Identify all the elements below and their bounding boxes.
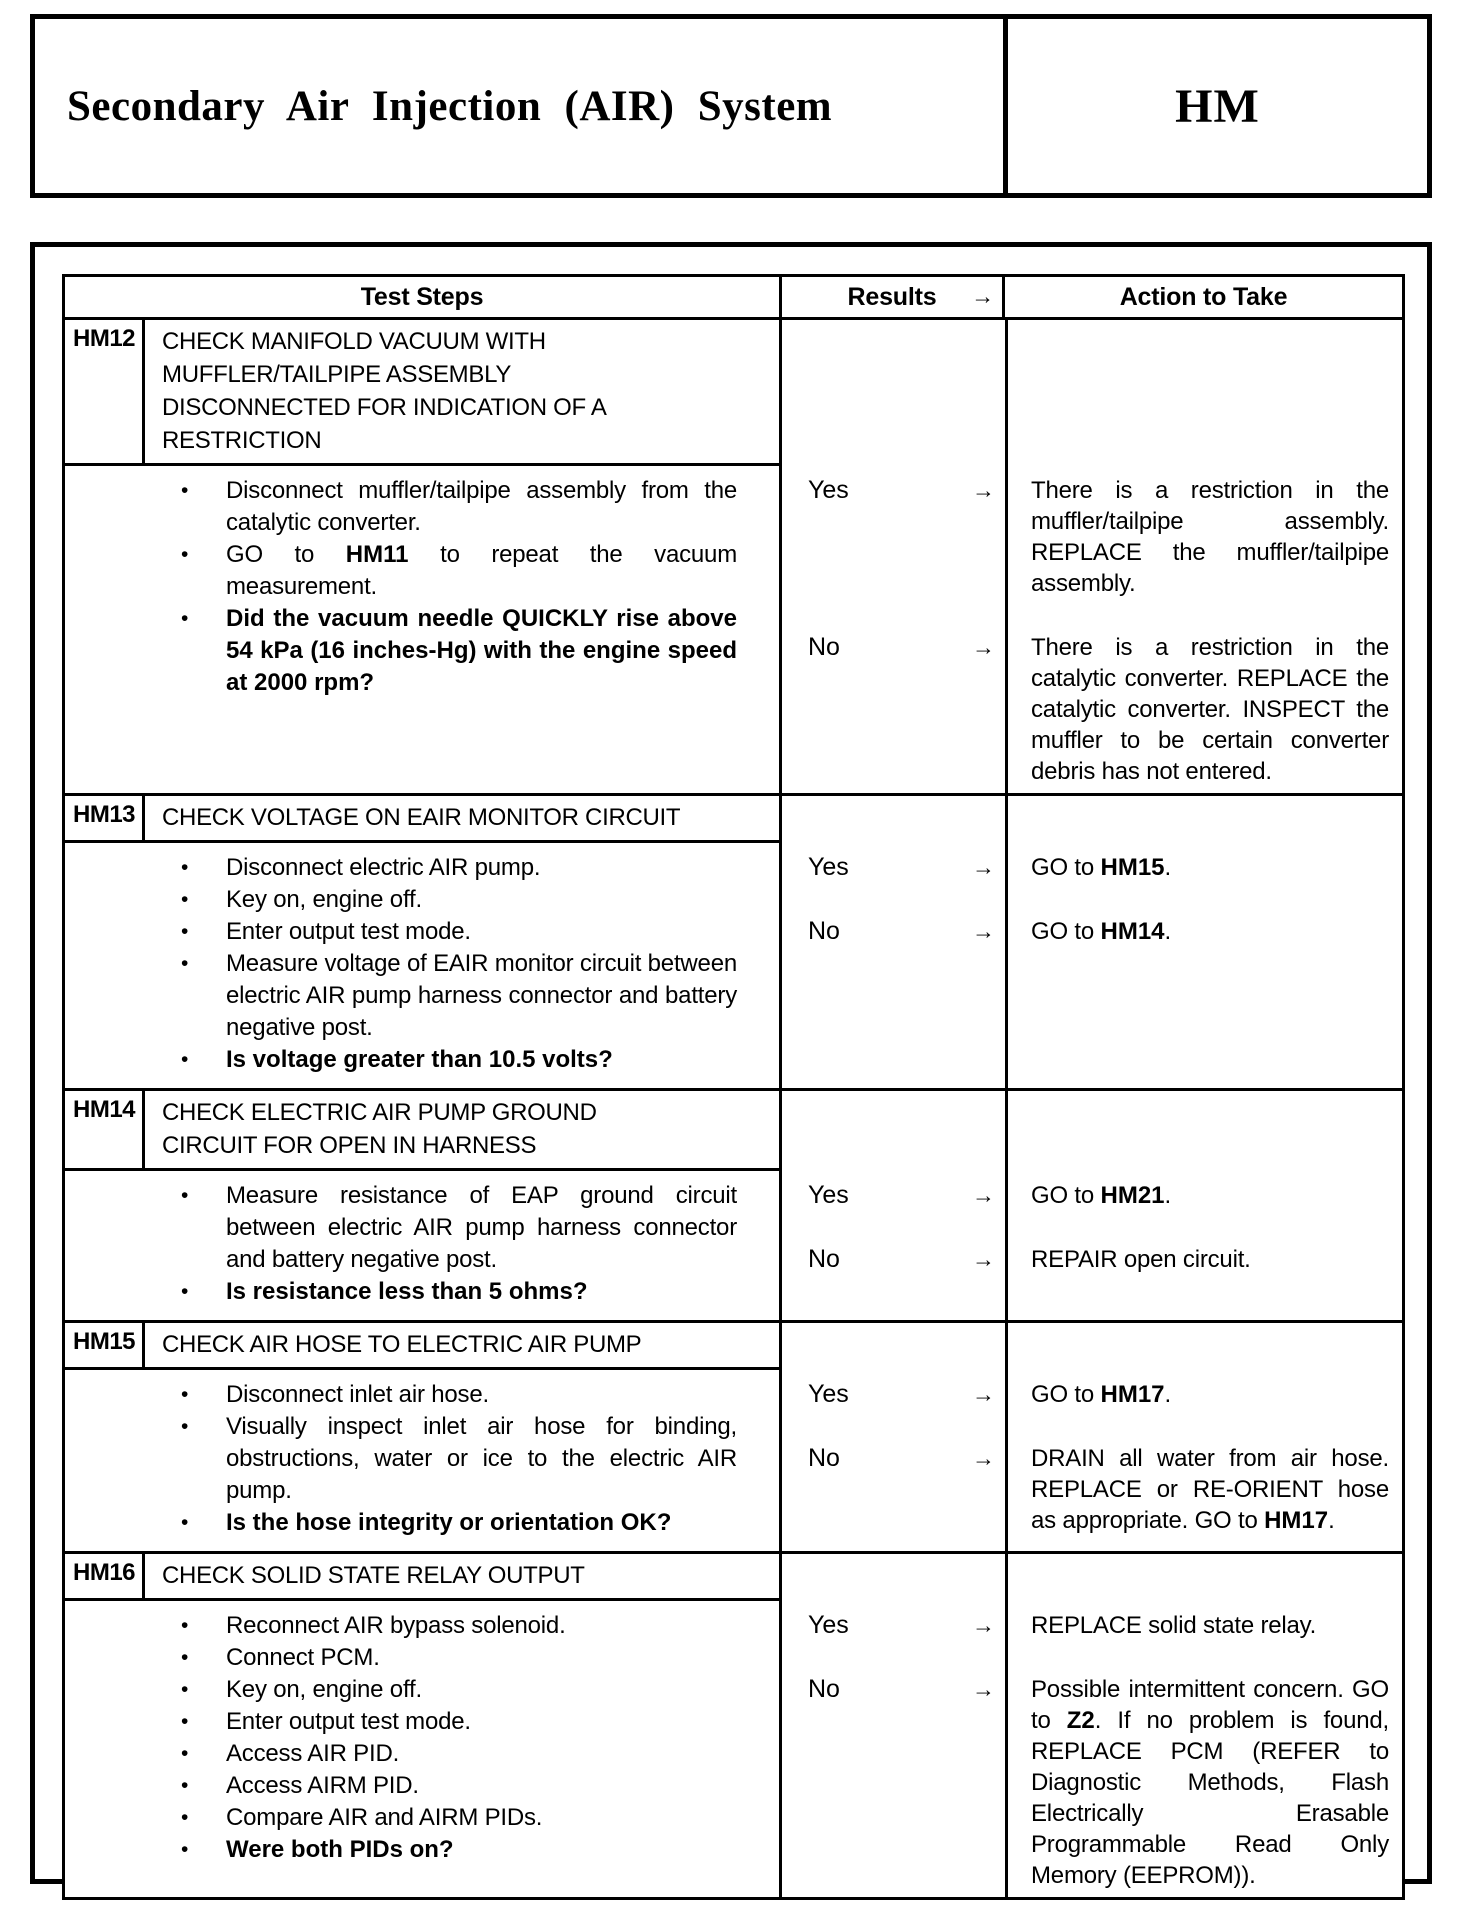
step-procedure-list xyxy=(65,1171,782,1320)
procedure-item xyxy=(181,539,737,603)
page-title: Secondary Air Injection (AIR) System xyxy=(67,82,833,130)
procedure-item xyxy=(181,603,737,699)
step-title xyxy=(145,1323,782,1370)
step-id: HM12 xyxy=(65,320,145,466)
bullet-dot-icon: • xyxy=(181,920,189,943)
arrow-right-icon: → xyxy=(972,1445,995,1471)
result-no xyxy=(782,605,1005,793)
action-text: REPLACE solid state relay. xyxy=(1005,1601,1402,1647)
procedure-text: Key on, engine off. xyxy=(226,1676,422,1703)
result-no xyxy=(782,889,1005,953)
column-header-results xyxy=(782,277,1005,317)
action-column-filler xyxy=(1005,1542,1402,1551)
step-procedure-list xyxy=(65,466,782,793)
bullet-dot-icon: • xyxy=(181,479,189,502)
bullet-dot-icon: • xyxy=(181,856,189,879)
procedure-text: Connect PCM. xyxy=(226,1644,380,1671)
action-text: DRAIN all water from air hose. REPLACE or RE-ORIENT hose as appropriate. GO to HM17. xyxy=(1005,1416,1402,1542)
procedure-item xyxy=(181,1507,737,1539)
page-header-title-cell xyxy=(35,19,1008,193)
procedure-text: Enter output test mode. xyxy=(226,918,471,945)
result-label: Yes xyxy=(808,1181,849,1209)
diagnostic-table xyxy=(62,274,1405,1900)
bullet-dot-icon: • xyxy=(181,888,189,911)
bullet-dot-icon: • xyxy=(181,952,189,975)
procedure-text: Disconnect inlet air hose. xyxy=(226,1381,489,1408)
procedure-item xyxy=(181,1738,737,1770)
result-label: Yes xyxy=(808,1380,849,1408)
action-column-filler xyxy=(1005,953,1402,1088)
procedure-text: Disconnect electric AIR pump. xyxy=(226,854,541,881)
result-label: No xyxy=(808,1675,840,1703)
bullet-dot-icon: • xyxy=(181,1048,189,1071)
action-column-spacer xyxy=(1005,1091,1402,1171)
action-text: REPAIR open circuit. xyxy=(1005,1217,1402,1281)
result-no xyxy=(782,1416,1005,1542)
procedure-item xyxy=(181,1180,737,1276)
procedure-item xyxy=(181,1770,737,1802)
bullet-dot-icon: • xyxy=(181,1710,189,1733)
action-column-spacer xyxy=(1005,320,1402,466)
bullet-dot-icon: • xyxy=(181,1646,189,1669)
step-row-hm16 xyxy=(65,1554,1402,1897)
step-row-hm14 xyxy=(65,1091,1402,1323)
step-procedure-list xyxy=(65,1370,782,1551)
step-id: HM14 xyxy=(65,1091,145,1171)
bullet-dot-icon: • xyxy=(181,1184,189,1207)
bullet-dot-icon: • xyxy=(181,1838,189,1861)
arrow-right-icon: → xyxy=(972,634,995,660)
procedure-text: Reconnect AIR bypass solenoid. xyxy=(226,1612,566,1639)
procedure-item xyxy=(181,1411,737,1507)
procedure-text: GO to HM11 to repeat the vacuum measurement. xyxy=(226,541,737,600)
procedure-item xyxy=(181,884,737,916)
arrow-right-icon: → xyxy=(972,1246,995,1272)
action-column-spacer xyxy=(1005,1554,1402,1601)
step-id: HM13 xyxy=(65,796,145,843)
step-procedure-list xyxy=(65,843,782,1088)
table-header-row xyxy=(65,277,1402,320)
page-header xyxy=(30,14,1432,198)
arrow-right-icon: → xyxy=(972,1381,995,1407)
procedure-text: Disconnect muffler/tailpipe assembly from the catalytic converter. xyxy=(226,477,737,536)
action-text: GO to HM17. xyxy=(1005,1370,1402,1416)
procedure-item xyxy=(181,1802,737,1834)
result-label: No xyxy=(808,917,840,945)
main-content-box xyxy=(30,242,1432,1889)
procedure-text: Measure resistance of EAP ground circuit between electric AIR pump harness connector and battery negative post. xyxy=(226,1182,737,1273)
action-column-spacer xyxy=(1005,1323,1402,1370)
section-code: HM xyxy=(1175,79,1260,133)
procedure-item xyxy=(181,475,737,539)
result-no xyxy=(782,1217,1005,1281)
step-row-hm13 xyxy=(65,796,1402,1091)
bullet-dot-icon: • xyxy=(181,1415,189,1438)
procedure-text: Enter output test mode. xyxy=(226,1708,471,1735)
step-title xyxy=(145,1091,782,1171)
procedure-item xyxy=(181,1834,737,1866)
procedure-item xyxy=(181,1706,737,1738)
result-label: Yes xyxy=(808,853,849,881)
action-column-filler xyxy=(1005,1281,1402,1320)
arrow-right-icon: → xyxy=(972,1182,995,1208)
step-id: HM15 xyxy=(65,1323,145,1370)
step-title-text: CHECK ELECTRIC AIR PUMP GROUND CIRCUIT FOR OPEN IN HARNESS xyxy=(162,1099,597,1159)
step-title xyxy=(145,320,782,466)
procedure-item xyxy=(181,1642,737,1674)
procedure-text: Is the hose integrity or orientation OK? xyxy=(226,1509,672,1536)
procedure-text: Did the vacuum needle QUICKLY rise above 54 kPa (16 inches-Hg) with the engine speed at 2000 rpm? xyxy=(226,605,737,696)
bullet-dot-icon: • xyxy=(181,1742,189,1765)
procedure-text: Access AIR PID. xyxy=(226,1740,400,1767)
bullet-dot-icon: • xyxy=(181,1511,189,1534)
result-no xyxy=(782,1647,1005,1897)
procedure-item xyxy=(181,1276,737,1308)
bullet-dot-icon: • xyxy=(181,1678,189,1701)
result-label: No xyxy=(808,1245,840,1273)
steps-container xyxy=(65,320,1402,1897)
column-header-results-label: Results xyxy=(847,283,937,311)
result-yes xyxy=(782,1601,1005,1647)
action-text: GO to HM21. xyxy=(1005,1171,1402,1217)
procedure-item xyxy=(181,1610,737,1642)
procedure-item xyxy=(181,1674,737,1706)
result-yes xyxy=(782,843,1005,889)
bullet-dot-icon: • xyxy=(181,607,189,630)
arrow-right-icon: → xyxy=(972,854,995,880)
step-title xyxy=(145,1554,782,1601)
arrow-right-icon: → xyxy=(972,1676,995,1702)
arrow-right-icon: → xyxy=(972,1612,995,1638)
action-text: GO to HM14. xyxy=(1005,889,1402,953)
step-row-hm12 xyxy=(65,320,1402,796)
step-title-text: CHECK SOLID STATE RELAY OUTPUT xyxy=(162,1562,585,1589)
action-column-spacer xyxy=(1005,796,1402,843)
page-header-code-cell xyxy=(1008,19,1427,193)
result-label: No xyxy=(808,633,840,661)
arrow-right-icon: → xyxy=(972,477,995,503)
result-label: No xyxy=(808,1444,840,1472)
result-yes xyxy=(782,1370,1005,1416)
bullet-dot-icon: • xyxy=(181,1806,189,1829)
column-header-action: Action to Take xyxy=(1119,283,1288,311)
step-procedure-list xyxy=(65,1601,782,1897)
bullet-dot-icon: • xyxy=(181,1280,189,1303)
procedure-item xyxy=(181,948,737,1044)
result-label: Yes xyxy=(808,476,849,504)
step-row-hm15 xyxy=(65,1323,1402,1554)
procedure-text: Is voltage greater than 10.5 volts? xyxy=(226,1046,613,1073)
procedure-item xyxy=(181,1044,737,1076)
bullet-dot-icon: • xyxy=(181,543,189,566)
procedure-text: Measure voltage of EAIR monitor circuit between electric AIR pump harness connector and battery negative post. xyxy=(226,950,737,1041)
bullet-dot-icon: • xyxy=(181,1383,189,1406)
procedure-text: Key on, engine off. xyxy=(226,886,422,913)
procedure-text: Compare AIR and AIRM PIDs. xyxy=(226,1804,543,1831)
action-text: Possible intermittent concern. GO to Z2. If no problem is found, REPLACE PCM (REFER to Diagnostic Methods, Flash Electrically Erasable Programmable Read Only Memory (EEPROM)). xyxy=(1005,1647,1402,1897)
step-title-text: CHECK AIR HOSE TO ELECTRIC AIR PUMP xyxy=(162,1331,642,1358)
action-text: There is a restriction in the catalytic converter. REPLACE the catalytic converter. INSPECT the muffler to be certain converter debris has not entered. xyxy=(1005,605,1402,793)
action-text: GO to HM15. xyxy=(1005,843,1402,889)
bullet-dot-icon: • xyxy=(181,1614,189,1637)
step-title-text: CHECK VOLTAGE ON EAIR MONITOR CIRCUIT xyxy=(162,804,681,831)
arrow-right-icon: → xyxy=(972,918,995,944)
column-header-test-steps: Test Steps xyxy=(65,277,782,317)
procedure-text: Visually inspect inlet air hose for binding, obstructions, water or ice to the electric AIR pump. xyxy=(226,1413,737,1504)
result-label: Yes xyxy=(808,1611,849,1639)
step-title xyxy=(145,796,782,843)
procedure-text: Were both PIDs on? xyxy=(226,1836,454,1863)
procedure-item xyxy=(181,916,737,948)
result-yes xyxy=(782,1171,1005,1217)
procedure-item xyxy=(181,1379,737,1411)
action-text: There is a restriction in the muffler/tailpipe assembly. REPLACE the muffler/tailpipe assembly. xyxy=(1005,466,1402,605)
step-title-text: CHECK MANIFOLD VACUUM WITH MUFFLER/TAILPIPE ASSEMBLY DISCONNECTED FOR INDICATION OF A RESTRICTION xyxy=(162,328,606,454)
procedure-item xyxy=(181,852,737,884)
procedure-text: Access AIRM PID. xyxy=(226,1772,419,1799)
result-yes xyxy=(782,466,1005,605)
procedure-text: Is resistance less than 5 ohms? xyxy=(226,1278,588,1305)
arrow-right-icon: → xyxy=(971,282,994,309)
bullet-dot-icon: • xyxy=(181,1774,189,1797)
step-id: HM16 xyxy=(65,1554,145,1601)
